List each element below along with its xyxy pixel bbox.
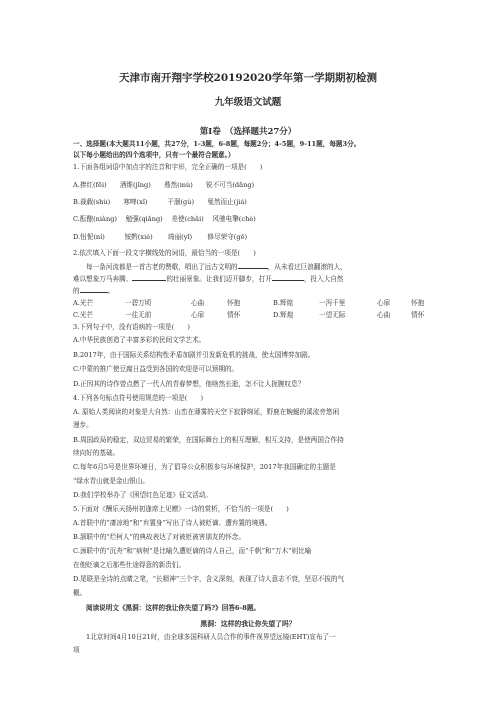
option-word: 一望无际 <box>319 311 346 319</box>
option-a: A.首联中的“凄凉地”和“弃置身”写出了诗人被贬谪、遭弃置的境遇。 <box>73 519 272 527</box>
passage-text: 每一条河流都是一首古老的赞歌，唱出了远古文明的 <box>86 263 238 271</box>
passage-line <box>73 274 433 284</box>
option-b: B.颔联中的“烂柯人”的典故表达了对被贬被害朋友的怀念。 <box>73 533 245 541</box>
passage-text: 的 <box>73 287 80 295</box>
option-c: C.颈联中的“沉舟”和“病树”是比喻久遭贬谪的诗人自己，而“千帆”和“万木”则比喻 <box>73 547 312 555</box>
exam-title: 天津市南开翔宇学校20192020学年第一学期期初检测 <box>119 72 377 84</box>
option-a: A.中华民族创造了丰富多彩的民间文学艺术。 <box>73 336 206 344</box>
passage-text: 难以想象万马奔腾、 <box>73 275 133 283</box>
option-b: B.2017年，由于国际关系结构性矛盾加剧并引发新危机的挑战，使太国博弈加剧。 <box>73 351 315 359</box>
option-continuation: 漫步。 <box>73 421 93 429</box>
answer-blank <box>80 286 108 293</box>
option-word: 心扉 <box>191 311 205 319</box>
option-word: 一泻千里 <box>319 299 346 307</box>
option-continuation: 在他贬谪之后那些仕途得意的新贵们。 <box>73 561 186 569</box>
question-4: 4.下列各句标点符号使用规范的一项是( ) <box>73 394 204 402</box>
option-word: 怀抱 <box>227 299 241 307</box>
option-b: B.裁载(shù) 寒啤(xǐ) 干涸(gù) 戛然而止(jiá) <box>73 198 247 206</box>
option-a: A.捧红(fēi) 酒维(jǐng) 蓦然(mù) 锐不可当(dǎng) <box>73 181 255 189</box>
option-word: 心曲 <box>377 311 391 319</box>
passage-line: 1北京时间4月10日21时，由全球多国科研人员合作的事件视界望远镜(EHT)宣布了一 <box>86 633 336 641</box>
section-heading: 第Ⅰ卷 （选择题共27分） <box>199 127 297 137</box>
option-d: D.正因其的诗作曾点燃了一代人的青春梦想，他啥然长逝，怎不让人扼腕叹息？ <box>73 380 305 388</box>
passage-line <box>86 262 433 272</box>
option-a <box>73 299 433 308</box>
reading-instruction: 阅读说明文《黑洞：这样的我让你失望了吗?》回答6-8题。 <box>86 604 261 612</box>
option-word: C.光芒 <box>73 311 94 319</box>
question-5: 5.下面对《酬乐天扬州初逢席上见赠》一诗的赏析，不恰当的一项是( ) <box>73 505 289 513</box>
passage-text: ，从未看过巨浪翻滚的人， <box>267 263 347 271</box>
answer-blank <box>238 262 268 269</box>
option-word: 一往无前 <box>125 311 152 319</box>
option-word: 一碧万顷 <box>125 299 152 307</box>
option-word: A.光芒 <box>73 299 94 307</box>
option-c: C.每年6月5号是世界环境日，为了倡导公众积极参与环境保护，2017年我国确定的主题是 <box>73 463 336 471</box>
instruction-line: 一、选择题(本大题共11小题，共27分，1-3题，6-8题，每题2分；4-5题，9-11题，每题3分。 <box>73 140 361 148</box>
option-continuation: 概。 <box>73 589 87 597</box>
passage-text: 的壮丽景象。让我们迈开脚步，打开 <box>166 275 272 283</box>
option-c: C.酝酿(niàng) 勉强(qiǎng) 差使(chǎi) 风驰电擎(chè) <box>73 215 256 223</box>
option-word: 情怀 <box>227 311 241 319</box>
question-3: 3.下列句子中，没有语病的一项是( ) <box>73 323 190 331</box>
question-2: 2.依次填入下面一段文字横线处的词语，最恰当的一项是( ) <box>73 249 256 257</box>
passage-text: 。 <box>107 287 115 295</box>
option-continuation: 续向好的基础。 <box>73 449 120 457</box>
answer-blank <box>272 274 304 281</box>
question-1: 1.下面各组词语中加点字的注音和字形，完全正确的一项是( ) <box>73 163 263 171</box>
option-d: D.我们学校举办了《困望红色足迹》征文活动。 <box>73 491 213 499</box>
passage-line: 项 <box>73 646 80 654</box>
exam-subtitle: 九年级语文试题 <box>214 97 282 108</box>
option-word: B.辉煌 <box>273 299 294 307</box>
option-continuation: “绿水青山就是金山银山。 <box>73 477 149 485</box>
answer-blank <box>132 274 166 281</box>
passage-text: ，投入大自然 <box>303 275 344 283</box>
option-word: 情怀 <box>411 311 425 319</box>
option-c <box>73 311 433 320</box>
option-word: 心扉 <box>377 299 391 307</box>
option-d: D.尾联是全诗的点睛之笔，“长精神”三个字，含义深刻，表现了诗人意志不衰，坚忍不拔的气 <box>73 575 345 583</box>
option-d: D.忸怩(ní) 铵黔(xié) 绮丽(yǐ) 修尽荣守(gē) <box>73 233 248 241</box>
option-a: A. 原始人类阅读的对象是大自然：山峦在薄雾的天空下寂静绵延，野鹿在蜿蜒的溪流旁悠闲 <box>73 408 340 416</box>
option-b: B.周国政局的稳定，双边贸易的繁荣，在国际舞台上的相互理解，相互支持，是使两国合作持 <box>73 436 344 444</box>
option-c: C.中蒙的推广使豆腐日益受到各国的欢迎是可以预期的。 <box>73 365 239 373</box>
passage-line <box>73 286 433 296</box>
option-word: 怀抱 <box>411 299 425 307</box>
instruction-line: 以下每小题给出的四个选项中，只有一个最符合题意。） <box>73 151 235 159</box>
option-word: D.辉煌 <box>273 311 294 319</box>
reading-title: 黑洞：这样的我让你失望了吗？ <box>200 620 296 628</box>
option-word: 心曲 <box>191 299 205 307</box>
